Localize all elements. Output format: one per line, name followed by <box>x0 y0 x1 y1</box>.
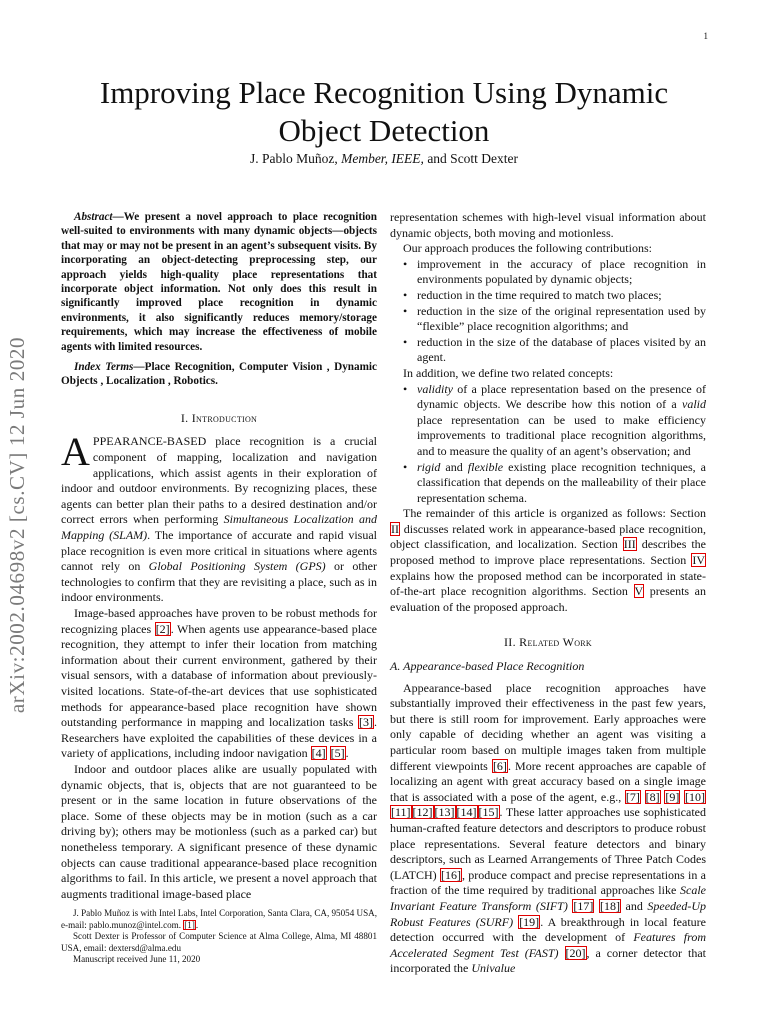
section-link[interactable]: V <box>634 584 644 599</box>
intro-p2-text-4: . <box>345 746 349 761</box>
citation-link[interactable]: [5] <box>330 746 345 761</box>
intro-p2-text-3: . Researchers have exploited the capabilities of these devices in a variety of applications, including indoor navigation <box>61 715 377 761</box>
citation-link[interactable]: [6] <box>492 758 507 773</box>
concept-item-rigid-flexible <box>417 460 706 507</box>
index-terms-text: —Place Recognition, Computer Vision , Dynamic Objects , Localization , Robotics. <box>61 361 377 388</box>
paper-authors <box>70 151 698 167</box>
rw-text-6: . A breakthrough in local feature detection occurred with the development of <box>390 914 706 945</box>
concepts-list <box>390 382 706 507</box>
citation-link[interactable]: [17] <box>573 898 594 913</box>
citation-link[interactable]: [7] <box>625 789 640 804</box>
citation-link[interactable]: [9] <box>665 789 680 804</box>
rw-text-4: , produce compact and precise representations in a fraction of the time required by traditional approaches like <box>390 867 706 898</box>
drop-cap: A <box>61 429 90 475</box>
citation-link[interactable]: [14] <box>456 805 477 820</box>
abstract-text: —We present a novel approach to place recognition well-suited to environments with many dynamic objects—objects that may or may not be present in an agent’s subsequent visits. By incorporating an object-detecting preprocessing step, our approach yields high-quality place representations that incorporate object information. Not only does this result in significantly improved place recognition in dynamic environments, it also significantly reduces memory/storage requirements, which may increase the effectiveness of mobile agents with limited resources. <box>61 211 377 353</box>
intro-p2-text-2: . When agents use appearance-based place recognition, they attempt to infer their location from matching information about their current environment, gathered by their visual sensors, with a database of information about previously-visited locations. State-of-the-art devices that use sophisticated methods for appearance-based place recognition have shown outstanding performance in mapping and localization tasks <box>61 621 378 730</box>
author-membership: Member, IEEE, <box>341 151 424 166</box>
author-coauthor: and Scott Dexter <box>423 151 519 166</box>
section-link[interactable]: II <box>391 521 399 536</box>
citation-link[interactable]: [16] <box>440 867 461 882</box>
term-valid: valid <box>682 397 706 412</box>
citation-link[interactable]: [18] <box>599 898 620 913</box>
abstract-lead: Abstract <box>74 211 113 223</box>
intro-p1-text: PPEARANCE-BASED place recognition is a crucial component of mapping, localization and navigation applications, which assist agents in their exploration of indoor and outdoor environments. By recognizing places, these agents can better plan their paths to a desired destination and/or correct errors when performing <box>61 434 377 527</box>
term-validity: validity <box>417 381 453 396</box>
citation-link[interactable]: [19] <box>519 914 540 929</box>
concept-1-text-2: place representation can be used to make efficiency improvements to traditional place recognition algorithms, and to measure the quality of an agent’s observation; and <box>417 412 706 458</box>
section-link[interactable]: IV <box>692 553 705 568</box>
citation-link[interactable]: [1] <box>184 919 195 930</box>
footnote-1-end: . <box>195 919 199 930</box>
intro-p1-term-slam: Simultaneous Localization and Mapping (SLAM) <box>61 512 377 543</box>
author-name: J. Pablo Muñoz, <box>249 151 342 166</box>
term-surf: Speeded-Up Robust Features (SURF) <box>390 898 707 929</box>
organization-paragraph <box>390 506 706 615</box>
page-number: 1 <box>703 31 708 41</box>
index-terms-lead: Index Terms <box>74 361 134 374</box>
intro-paragraph-3: Indoor and outdoor places alike are usually populated with dynamic objects, that is, objects that are not guaranteed to be present or in the same location in future observations of the place. Some of these objects may be in motion (such as a car driving by); others may be motionless (such as a parked car) but nonetheless temporary. A significant presence of these dynamic objects can cause traditional appearance-based place recognition algorithms to fail. In this article, we present a novel approach that augments traditional image-based place <box>61 761 377 901</box>
term-flexible: flexible <box>467 459 504 474</box>
intro-paragraph-1 <box>61 429 377 606</box>
concept-item-validity <box>417 382 706 460</box>
term-fast: Features from Accelerated Segment Test (FAST) <box>390 930 706 960</box>
section-link[interactable]: III <box>623 537 636 552</box>
citation-link[interactable]: [12] <box>412 805 433 820</box>
term-rigid: rigid <box>417 459 441 474</box>
org-text-5: presents an evaluation of the proposed approach. <box>390 584 707 614</box>
rw-text-7: , a corner detector that incorporated the <box>390 945 706 976</box>
citation-link[interactable]: [11] <box>391 805 411 820</box>
concept-2-text: existing place recognition techniques, a classification that depends on the malleability of their place representation schema. <box>417 459 707 505</box>
paper-title: Improving Place Recognition Using Dynamic Object Detection <box>99 75 669 148</box>
footnote-1-text: J. Pablo Muñoz is with Intel Labs, Intel Corporation, Santa Clara, CA, 95054 USA, e-mail: pablo.munoz@intel.com. <box>61 908 377 930</box>
footnotes <box>61 908 377 966</box>
related-work-paragraph <box>390 681 706 977</box>
contribution-item: • reduction in the size of the database of places visited by an agent. <box>417 335 706 366</box>
contributions-list <box>390 257 706 366</box>
section-heading-related-work: II. Related Work <box>503 635 592 650</box>
section-heading-introduction: I. Introduction <box>180 410 258 425</box>
intro-p2-text: Image-based approaches have proven to be robust methods for recognizing places <box>61 606 377 636</box>
contribution-item: • reduction in the time required to match two places; <box>417 288 706 304</box>
citation-link[interactable]: [13] <box>434 805 455 820</box>
concept-1-text: of a place representation based on the presence of dynamic objects. We describe how this notion of a <box>417 381 706 412</box>
contribution-item: • reduction in the size of the original representation used by “flexible” place recognition algorithms; and <box>417 304 706 335</box>
org-text: The remainder of this article is organized as follows: Section <box>403 506 706 521</box>
footnote-manuscript: Manuscript received June 11, 2020 <box>73 954 201 965</box>
term-univalue: Univalue <box>471 961 516 976</box>
rw-text: Appearance-based place recognition approaches have substantially improved their effectiveness in the past few years, but there is still room for improvement. Early approaches were only capable of deciding whether an agent was visiting a particular room based on multiple images taken from multiple different viewpoints <box>390 680 706 773</box>
org-text-2: discusses related work in appearance-based place recognition, object classification, and localization. Section <box>390 521 706 552</box>
rw-text-5: and <box>620 898 648 913</box>
citation-link[interactable]: [4] <box>311 746 326 761</box>
citation-link[interactable]: [15] <box>478 805 499 820</box>
rw-text-3: . These latter approaches use sophisticated human-crafted feature detectors and descriptors to produce robust place representations. Several feature detectors and binary descriptors, such as Learned Arrangements of Three Patch Codes (LATCH) <box>390 805 706 882</box>
citation-link[interactable]: [2] <box>155 621 170 636</box>
citation-link[interactable]: [3] <box>359 715 373 730</box>
abstract <box>61 210 377 354</box>
org-text-3: describes the proposed method to improve place representations. Section <box>390 537 706 568</box>
arxiv-identifier-stamp: arXiv:2002.04698v2 [cs.CV] 12 Jun 2020 <box>5 336 29 714</box>
subsection-heading: A. Appearance-based Place Recognition <box>390 659 585 674</box>
intro-p1-term-gps: Global Positioning System (GPS) <box>148 559 326 574</box>
intro-continued: representation schemes with high-level visual information about dynamic objects, both moving and motionless. <box>390 210 706 240</box>
citation-link[interactable]: [8] <box>645 789 660 804</box>
rw-text-2: . More recent approaches are capable of localizing an agent with great accuracy based on a single image that is associated with a pose of the agent, e.g., <box>390 758 706 804</box>
contribution-item: • improvement in the accuracy of place recognition in environments populated by dynamic objects; <box>417 257 706 288</box>
citation-link[interactable]: [10] <box>685 789 706 804</box>
index-terms <box>61 360 377 389</box>
footnote-author-2: Scott Dexter is Professor of Computer Science at Alma College, Alma, MI 48801 USA, email: dextersd@alma.edu <box>61 931 377 953</box>
concepts-intro: In addition, we define two related concepts: <box>403 365 614 380</box>
footnote-author-1 <box>61 908 377 931</box>
org-text-4: explains how the proposed method can be incorporated in state-of-the-art place recognition algorithms. Section <box>390 568 706 599</box>
intro-p1-text-2: . The importance of accurate and rapid visual place recognition is even more critical in situations where agents cannot rely on <box>61 528 377 574</box>
citation-link[interactable]: [20] <box>565 945 586 960</box>
concept-2-and: and <box>440 459 468 474</box>
intro-p1-text-3: or other technologies to confirm that they are revisiting a place, such as in indoor environments. <box>61 559 377 605</box>
right-column <box>390 210 706 977</box>
contributions-intro: Our approach produces the following contributions: <box>403 241 652 256</box>
term-sift: Scale Invariant Feature Transform (SIFT) <box>390 883 706 913</box>
left-column <box>61 210 377 902</box>
intro-paragraph-2 <box>61 606 377 762</box>
